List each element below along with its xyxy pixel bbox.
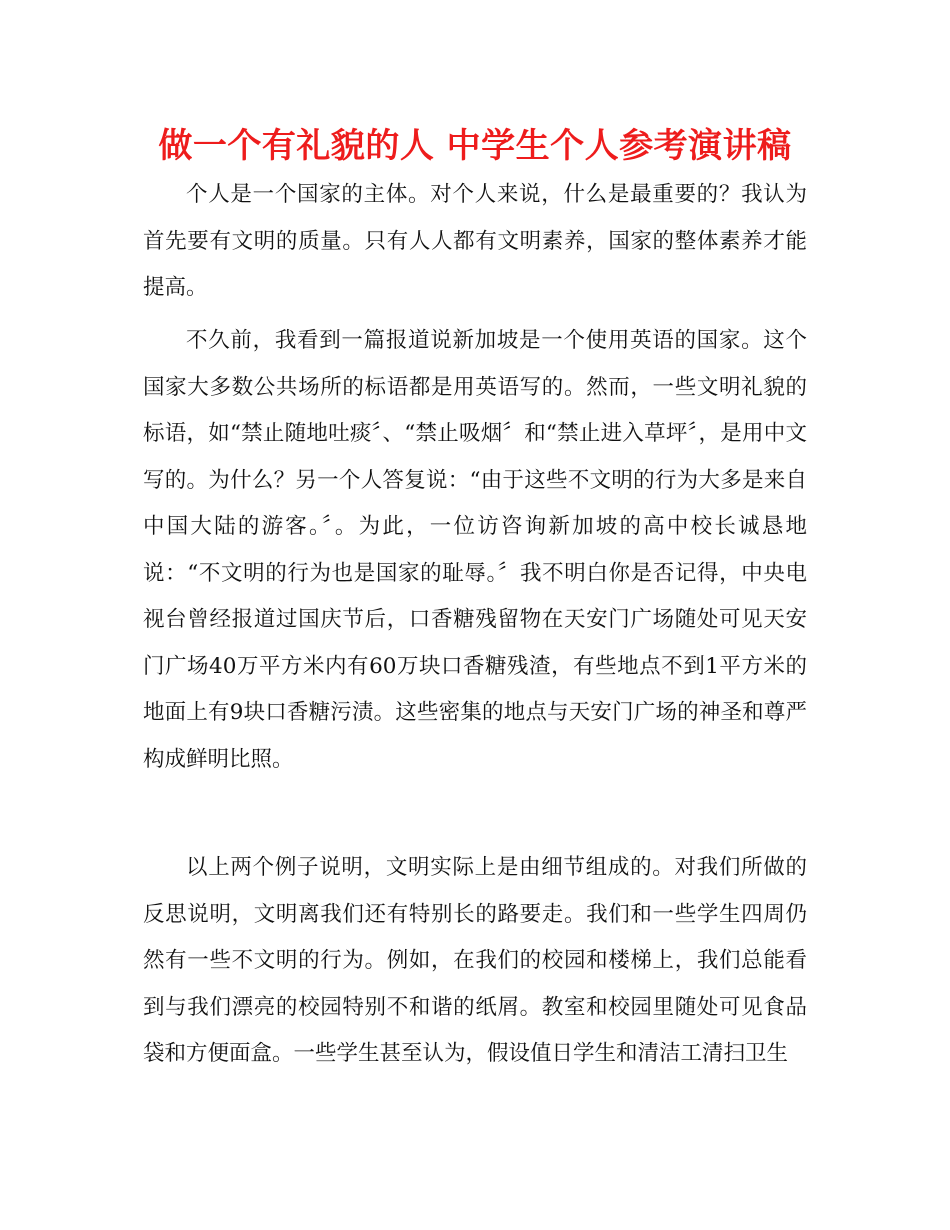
document-title: 做一个有礼貌的人 中学生个人参考演讲稿 (158, 126, 792, 166)
paragraph-2: 不久前，我看到一篇报道说新加坡是一个使用英语的国家。这个国家大多数公共场所的标语都是用英语写的。然而，一些文明礼貌的标语，如“禁止随地吐痰〞、“禁止吸烟〞和“禁止进入草坪〞，是用中文写的。为什么？另一个人答复说：“由于这些不文明的行为大多是来自中国大陆的游客。〞。为此，一位访咨询新加坡的高中校长诚恳地说：“不文明的行为也是国家的耻辱。〞我不明白你是否记得，中央电视台曾经报道过国庆节后，口香糖残留物在天安门广场随处可见天安门广场40万平方米内有60万块口香糖残渣，有些地点不到1平方米的地面上有9块口香糖污渍。这些密集的地点与天安门广场的神圣和尊严构成鲜明比照。 (143, 328, 807, 772)
paragraph-1: 个人是一个国家的主体。对个人来说，什么是最重要的？我认为首先要有文明的质量。只有人人都有文明素养，国家的整体素养才能提高。 (143, 182, 807, 300)
paragraph-3: 以上两个例子说明，文明实际上是由细节组成的。对我们所做的反思说明，文明离我们还有特别长的路要走。我们和一些学生四周仍然有一些不文明的行为。例如，在我们的校园和楼梯上，我们总能看到与我们漂亮的校园特别不和谐的纸屑。教室和校园里随处可见食品袋和方便面盒。一些学生甚至认为，假设值日学生和清洁工清扫卫生 (143, 855, 807, 1066)
